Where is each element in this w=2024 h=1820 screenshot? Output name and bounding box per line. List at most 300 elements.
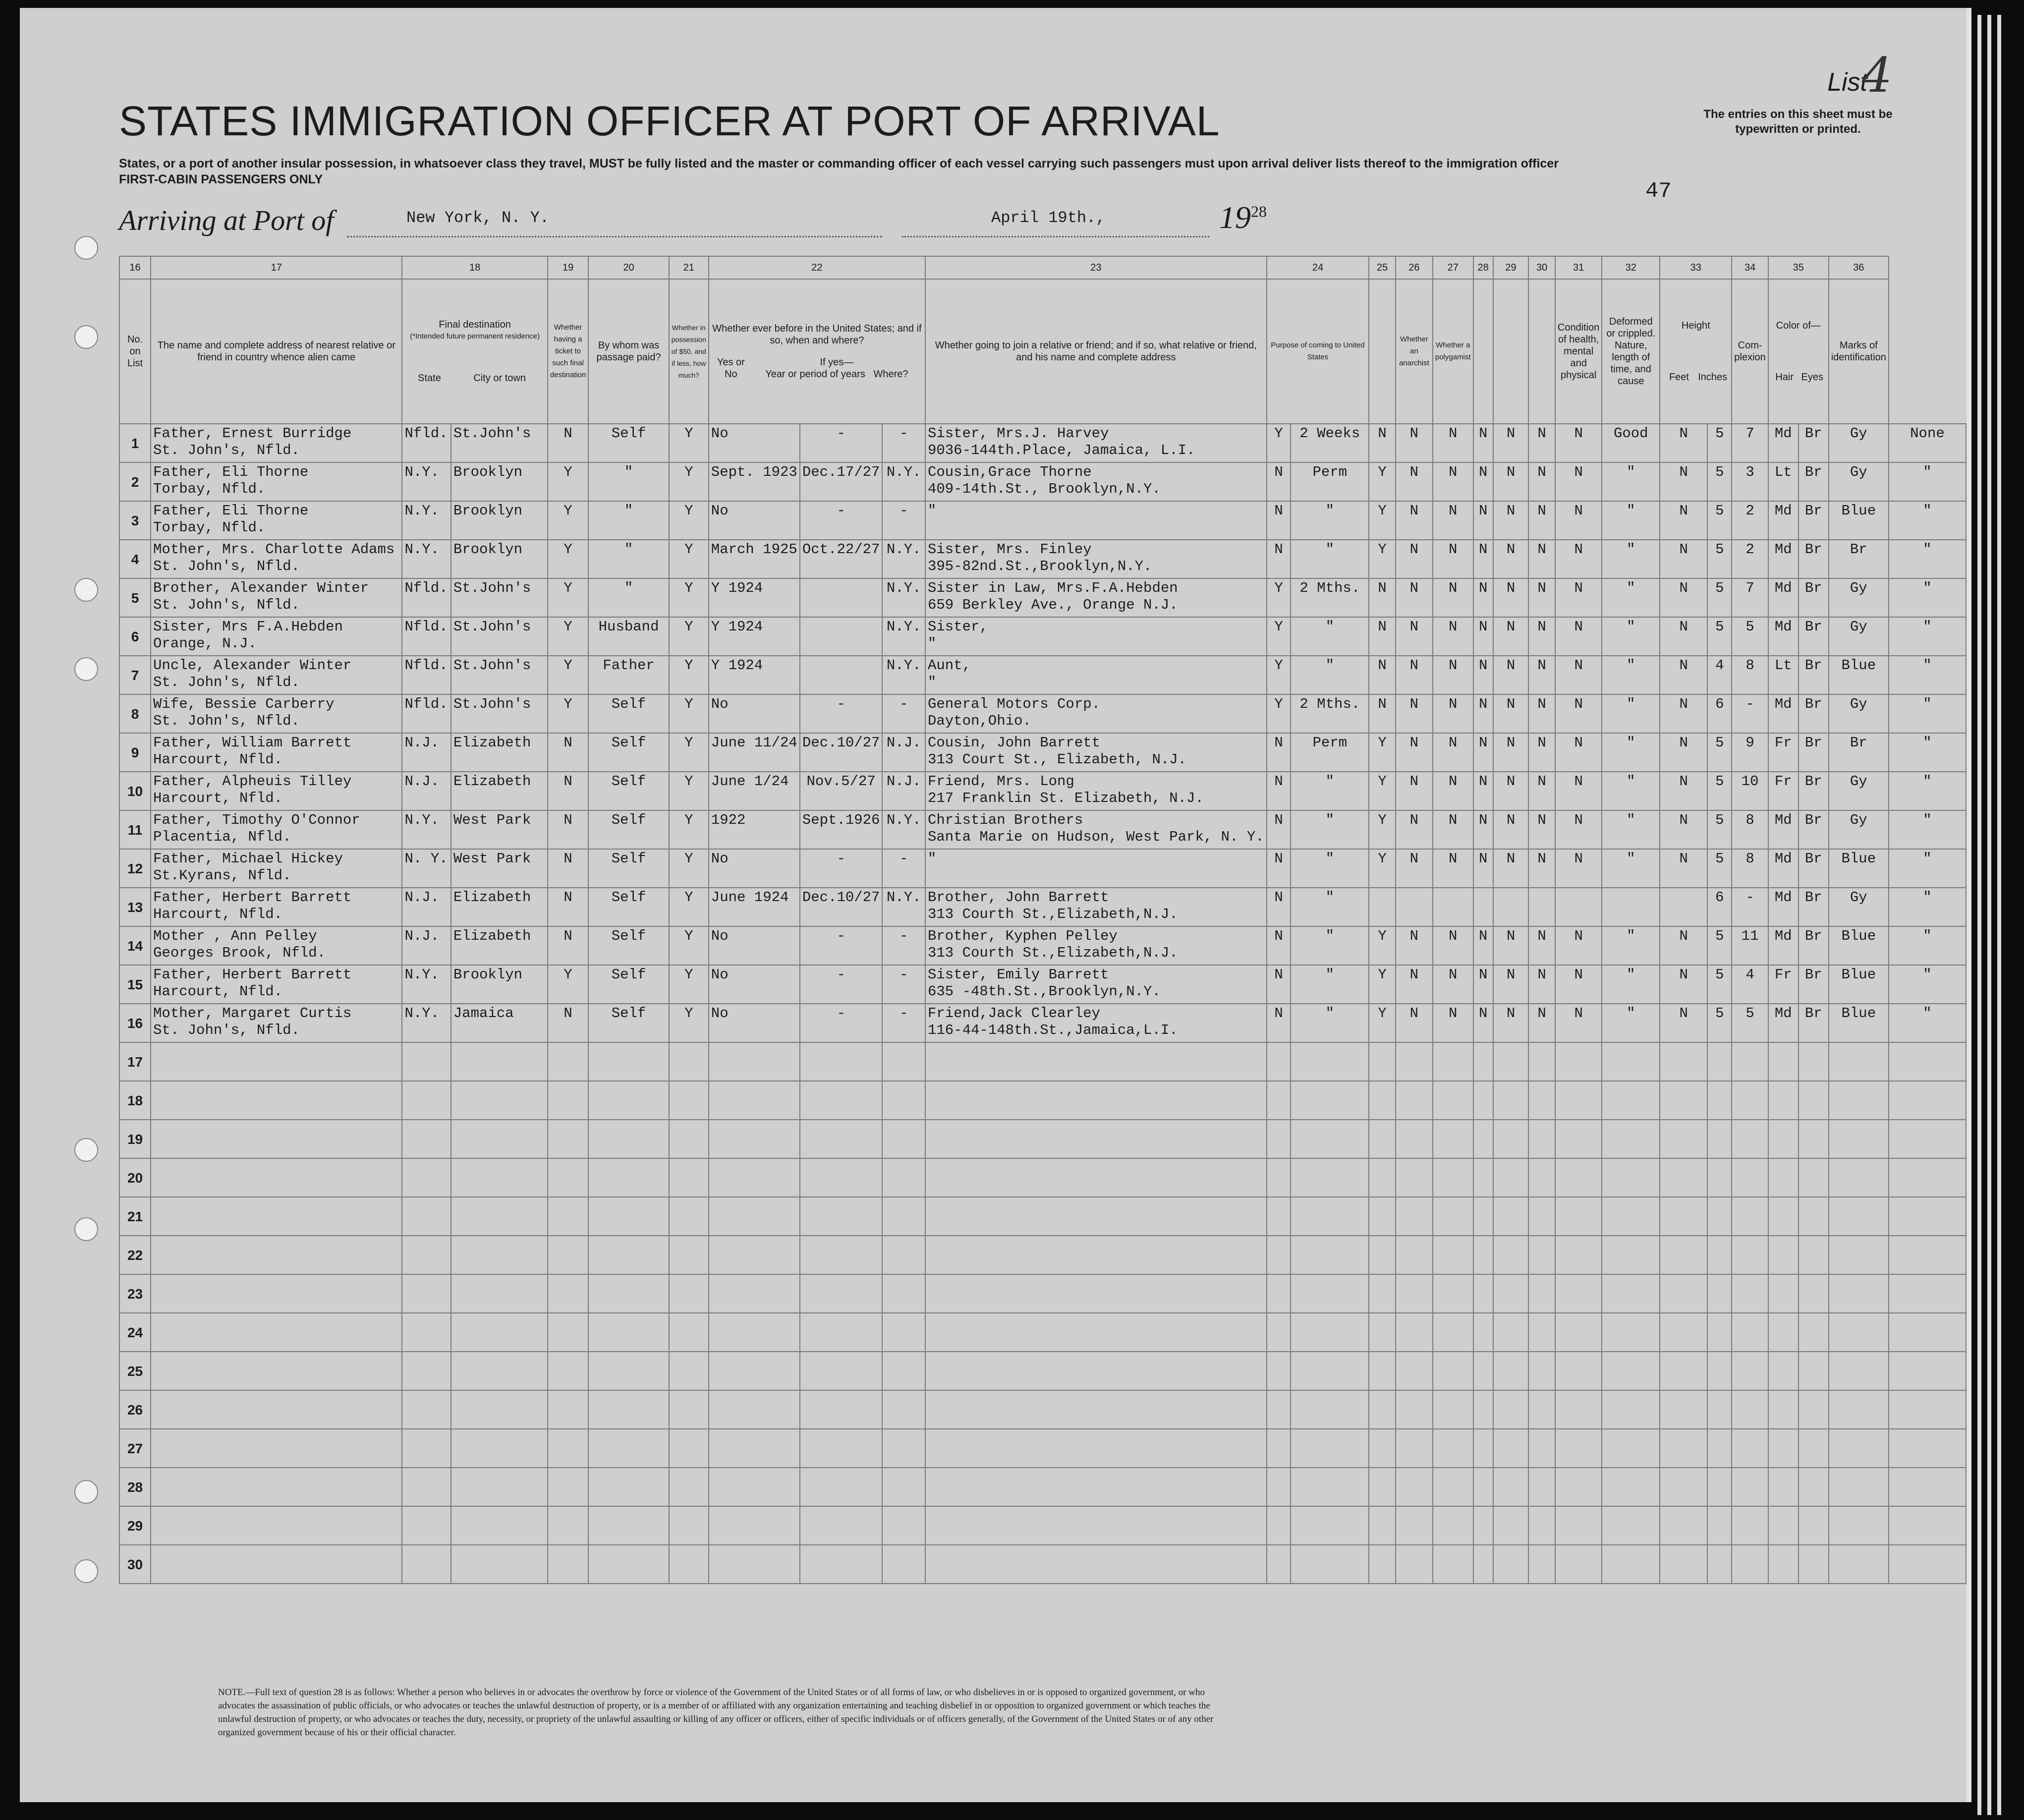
- cell-paid: Self: [611, 851, 646, 867]
- empty-cell: [1768, 1352, 1799, 1390]
- cell-cit: N: [1378, 696, 1387, 712]
- empty-row: [119, 1545, 1966, 1584]
- cell-relative: [151, 501, 402, 540]
- cell-hair: [1799, 772, 1829, 810]
- cell-compl: [1768, 810, 1799, 849]
- cell-c28: N: [1506, 541, 1516, 558]
- cell-health: [1602, 424, 1660, 462]
- col-num: 36: [1829, 256, 1889, 279]
- cell-state: [402, 694, 450, 733]
- cell-eyes: Gy: [1850, 425, 1867, 442]
- cell-c30: N: [1574, 503, 1583, 519]
- empty-cell: [1707, 1468, 1732, 1506]
- cell-state: N.Y.: [404, 541, 440, 558]
- empty-cell: [548, 1468, 589, 1506]
- cell-ticket: [548, 540, 589, 578]
- cell-join1: Christian Brothers: [927, 812, 1083, 828]
- cell-c25: N: [1409, 657, 1419, 674]
- cell-paid: ": [624, 503, 633, 519]
- cell-before: [709, 578, 800, 617]
- empty-cell: [669, 1158, 709, 1197]
- cell-join2: 9036-144th.Place, Jamaica, L.I.: [927, 442, 1195, 458]
- cell-no: 14: [127, 938, 143, 954]
- empty-cell: [925, 1081, 1267, 1120]
- cell-where: N.Y.: [886, 464, 921, 480]
- empty-cell: [1889, 1545, 1966, 1584]
- cell-c25: [1396, 733, 1433, 772]
- table-row: [119, 1004, 1966, 1042]
- empty-cell: [1799, 1120, 1829, 1158]
- cell-join1: [925, 888, 1267, 926]
- col-num: 28: [1473, 256, 1493, 279]
- cell-cit: N: [1378, 657, 1387, 674]
- empty-cell: [1660, 1545, 1707, 1584]
- cell-deformed: [1660, 617, 1707, 656]
- cell-no: [119, 540, 151, 578]
- cell-c26: [1433, 926, 1473, 965]
- cell-c27: N: [1478, 464, 1488, 480]
- empty-cell: [709, 1313, 800, 1352]
- cell-rel_addr: St.Kyrans, Nfld.: [153, 867, 291, 884]
- empty-cell: [451, 1274, 548, 1313]
- cell-inches: 2: [1745, 541, 1754, 558]
- empty-cell: [1660, 1313, 1707, 1352]
- cell-paid: [588, 540, 669, 578]
- empty-cell: [1555, 1429, 1602, 1468]
- empty-cell: [669, 1506, 709, 1545]
- empty-cell: [588, 1081, 669, 1120]
- cell-feet: 5: [1715, 735, 1724, 751]
- cell-feet: 5: [1715, 851, 1724, 867]
- empty-cell: [1768, 1158, 1799, 1197]
- empty-cell: [1732, 1120, 1768, 1158]
- empty-cell: [588, 1158, 669, 1197]
- empty-cell: [1732, 1506, 1768, 1545]
- cell-marks: ": [1923, 1005, 1932, 1022]
- cell-no: 8: [131, 706, 139, 722]
- empty-cell: [1473, 1274, 1493, 1313]
- cell-compl: [1768, 578, 1799, 617]
- empty-cell: [709, 1390, 800, 1429]
- cell-length: Perm: [1312, 464, 1348, 480]
- empty-cell: [151, 1158, 402, 1197]
- empty-row: [119, 1081, 1966, 1120]
- empty-cell: [548, 1274, 589, 1313]
- cell-c25: [1396, 1004, 1433, 1042]
- empty-cell: [1829, 1042, 1889, 1081]
- cell-relative: [151, 810, 402, 849]
- cell-compl: Md: [1774, 541, 1792, 558]
- cell-money: [669, 617, 709, 656]
- cell-inches: [1732, 424, 1768, 462]
- cell-no: [119, 462, 151, 501]
- empty-row: [119, 1313, 1966, 1352]
- empty-cell: [1267, 1352, 1291, 1390]
- empty-cell: [1267, 1429, 1291, 1468]
- cell-join1: [925, 810, 1267, 849]
- empty-cell: [1433, 1352, 1473, 1390]
- cell-money: [669, 888, 709, 926]
- cell-join1: [925, 733, 1267, 772]
- cell-c26: N: [1449, 503, 1458, 519]
- cell-city: [451, 578, 548, 617]
- cell-where: [882, 733, 925, 772]
- header-eyes: Eyes: [1801, 372, 1823, 383]
- header-feet: Feet: [1669, 372, 1689, 383]
- empty-cell: [451, 1081, 548, 1120]
- empty-cell: [800, 1042, 883, 1081]
- empty-cell: [882, 1545, 925, 1584]
- cell-c28: N: [1506, 464, 1516, 480]
- cell-c26: N: [1449, 464, 1458, 480]
- cell-health: Good: [1613, 425, 1648, 442]
- cell-eyes: Blue: [1841, 1005, 1876, 1022]
- empty-cell: [800, 1197, 883, 1236]
- cell-c25: N: [1409, 580, 1419, 596]
- page-title: STATES IMMIGRATION OFFICER AT PORT OF ARRIVAL: [119, 98, 1220, 144]
- page-edge: [1977, 15, 1981, 1815]
- cell-c25: [1396, 578, 1433, 617]
- empty-cell: [1396, 1390, 1433, 1429]
- empty-cell: [548, 1390, 589, 1429]
- empty-cell: [1555, 1390, 1602, 1429]
- cell-compl: Md: [1774, 851, 1792, 867]
- page-edge: [1997, 15, 2001, 1815]
- empty-cell: [1555, 1081, 1602, 1120]
- binder-hole: [74, 1480, 98, 1504]
- cell-year: [800, 733, 883, 772]
- empty-cell: [151, 1274, 402, 1313]
- cell-length: [1291, 540, 1369, 578]
- cell-c30: [1555, 617, 1602, 656]
- empty-cell: [1493, 1236, 1529, 1274]
- cell-join2: 635 -48th.St.,Brooklyn,N.Y.: [927, 983, 1161, 1000]
- table-row: [119, 888, 1966, 926]
- cell-hair: Br: [1804, 580, 1822, 596]
- empty-cell: [1889, 1120, 1966, 1158]
- cell-c25: [1396, 424, 1433, 462]
- cell-paid: [588, 656, 669, 694]
- cell-marks: [1889, 656, 1966, 694]
- cell-health: ": [1627, 696, 1635, 712]
- cell-money: [669, 772, 709, 810]
- empty-cell: [882, 1197, 925, 1236]
- cell-where: -: [900, 967, 908, 983]
- binder-hole: [74, 1559, 98, 1583]
- cell-join2: 313 Courth St.,Elizabeth,N.J.: [927, 906, 1178, 922]
- cell-cit: [1369, 888, 1396, 926]
- cell-c29: [1528, 462, 1555, 501]
- cell-eyes: Gy: [1850, 619, 1867, 635]
- cell-length: [1291, 617, 1369, 656]
- cell-no: [119, 501, 151, 540]
- cell-ret: N: [1274, 967, 1283, 983]
- cell-cit: [1369, 462, 1396, 501]
- empty-row: [119, 1236, 1966, 1274]
- cell-c26: N: [1449, 812, 1458, 828]
- cell-eyes: Br: [1850, 735, 1867, 751]
- cell-relative: [151, 1004, 402, 1042]
- cell-ret: [1267, 424, 1291, 462]
- column-number-row: [119, 256, 1966, 279]
- header-before-us-label: Whether ever before in the United States; and if so, when and where?: [712, 323, 922, 346]
- cell-join2: ": [927, 503, 937, 519]
- cell-deformed: N: [1679, 812, 1688, 828]
- empty-cell: [1732, 1274, 1768, 1313]
- header-height-label: Height: [1681, 320, 1710, 331]
- cell-inches: -: [1745, 889, 1754, 906]
- empty-cell: [1528, 1042, 1555, 1081]
- empty-cell: [1602, 1352, 1660, 1390]
- cell-city: St.John's: [453, 696, 531, 712]
- cell-where: [882, 656, 925, 694]
- empty-cell: [1660, 1352, 1707, 1390]
- empty-cell: [709, 1120, 800, 1158]
- cell-health: ": [1627, 619, 1635, 635]
- cell-c30: [1555, 926, 1602, 965]
- cell-before: 1922: [711, 812, 746, 828]
- empty-cell: [1707, 1081, 1732, 1120]
- empty-cell: [1528, 1197, 1555, 1236]
- cell-hair: Br: [1804, 464, 1822, 480]
- cell-ticket: Y: [563, 619, 572, 635]
- cell-marks: ": [1923, 541, 1932, 558]
- cell-feet: [1707, 965, 1732, 1004]
- port-line: [347, 235, 882, 237]
- cell-c25: N: [1409, 851, 1419, 867]
- empty-cell: [669, 1236, 709, 1274]
- cell-c26: N: [1449, 1005, 1458, 1022]
- cell-ticket: [548, 656, 589, 694]
- cell-c29: N: [1537, 619, 1546, 635]
- empty-cell: [1528, 1274, 1555, 1313]
- empty-cell: [1396, 1352, 1433, 1390]
- cell-ticket: Y: [563, 657, 572, 674]
- table-row: [119, 424, 1966, 462]
- cell-join2: ": [927, 674, 937, 690]
- cell-hair: [1799, 926, 1829, 965]
- table-row: [119, 733, 1966, 772]
- empty-cell: [402, 1120, 450, 1158]
- cell-relative: Uncle, Alexander Winter: [153, 657, 352, 674]
- empty-cell: [1267, 1197, 1291, 1236]
- empty-cell: [1799, 1352, 1829, 1390]
- cell-state: N.Y.: [404, 1005, 440, 1022]
- cell-deformed: [1660, 462, 1707, 501]
- cell-ret: Y: [1274, 657, 1283, 674]
- header-color-label: Color of—: [1776, 320, 1821, 331]
- cell-health: [1602, 462, 1660, 501]
- empty-cell: [1555, 1236, 1602, 1274]
- cell-inches: [1732, 733, 1768, 772]
- cell-hair: Br: [1804, 503, 1822, 519]
- empty-cell: [402, 1429, 450, 1468]
- cell-c25: N: [1409, 967, 1419, 983]
- empty-cell: [151, 1081, 402, 1120]
- empty-cell: [1528, 1545, 1555, 1584]
- cell-no: [119, 1004, 151, 1042]
- empty-cell: [1829, 1506, 1889, 1545]
- cell-c27: N: [1478, 851, 1488, 867]
- cell-where: -: [900, 503, 908, 519]
- cell-eyes: Gy: [1850, 889, 1867, 906]
- cell-join1: [925, 849, 1267, 888]
- cell-relative: [151, 424, 402, 462]
- cell-join1: Cousin,Grace Thorne: [927, 464, 1092, 480]
- empty-cell: [1799, 1390, 1829, 1429]
- cell-inches: [1732, 772, 1768, 810]
- empty-cell: [1493, 1042, 1529, 1081]
- cell-join1: Sister,: [927, 619, 988, 635]
- cell-c28: [1493, 926, 1529, 965]
- cell-feet: 5: [1715, 928, 1724, 944]
- empty-cell: [588, 1042, 669, 1081]
- cell-city: Elizabeth: [453, 889, 531, 906]
- col-num: 23: [925, 256, 1267, 279]
- empty-cell: [1768, 1236, 1799, 1274]
- cell-money: [669, 810, 709, 849]
- cell-c27: [1473, 965, 1493, 1004]
- empty-cell: [709, 1236, 800, 1274]
- empty-cell: [1768, 1468, 1799, 1506]
- cell-compl: Md: [1774, 580, 1792, 596]
- cell-ret: N: [1274, 889, 1283, 906]
- cell-paid: Self: [611, 812, 646, 828]
- empty-cell: [1493, 1081, 1529, 1120]
- cell-inches: 10: [1741, 773, 1759, 790]
- cell-c29: [1528, 810, 1555, 849]
- cell-c28: [1493, 656, 1529, 694]
- cell-deformed: N: [1679, 1005, 1688, 1022]
- cell-c27: [1473, 540, 1493, 578]
- empty-cell: [1707, 1158, 1732, 1197]
- cell-c27: N: [1478, 773, 1488, 790]
- cell-marks: ": [1923, 619, 1932, 635]
- cell-c28: [1493, 849, 1529, 888]
- cell-marks: ": [1923, 967, 1932, 983]
- cell-no: [119, 617, 151, 656]
- cell-inches: 7: [1745, 425, 1754, 442]
- cell-c27: [1473, 733, 1493, 772]
- cell-city: [451, 888, 548, 926]
- empty-cell: [1267, 1274, 1291, 1313]
- cell-join1: Brother, John Barrett: [927, 889, 1109, 906]
- empty-cell: [669, 1390, 709, 1429]
- empty-cell: [1829, 1274, 1889, 1313]
- cell-c27: [1473, 617, 1493, 656]
- empty-cell: [1732, 1236, 1768, 1274]
- cell-marks: [1889, 926, 1966, 965]
- cell-c27: N: [1478, 696, 1488, 712]
- cell-city: Brooklyn: [453, 503, 523, 519]
- cell-where: [882, 617, 925, 656]
- cell-feet: [1707, 849, 1732, 888]
- empty-cell: [1493, 1468, 1529, 1506]
- cell-c25: [1396, 694, 1433, 733]
- cell-c26: [1433, 501, 1473, 540]
- cell-city: St.John's: [453, 425, 531, 442]
- cell-paid: Father: [603, 657, 655, 674]
- cell-ret: [1267, 501, 1291, 540]
- empty-cell: [1267, 1081, 1291, 1120]
- cell-compl: [1768, 772, 1799, 810]
- cell-length: [1291, 733, 1369, 772]
- empty-cell: [709, 1506, 800, 1545]
- cell-c29: [1528, 617, 1555, 656]
- cell-join1: [925, 656, 1267, 694]
- cell-state: N.J.: [404, 928, 440, 944]
- cell-c30: [1555, 849, 1602, 888]
- cell-state: N.J.: [404, 773, 440, 790]
- cell-deformed: [1660, 1004, 1707, 1042]
- empty-cell: [1707, 1545, 1732, 1584]
- cell-marks: ": [1923, 464, 1932, 480]
- cell-money: Y: [684, 657, 693, 674]
- cell-c26: [1433, 656, 1473, 694]
- cell-health: [1602, 1004, 1660, 1042]
- cell-c29: [1528, 578, 1555, 617]
- empty-cell: [1889, 1429, 1966, 1468]
- empty-cell: [800, 1236, 883, 1274]
- cell-paid: Self: [611, 696, 646, 712]
- cell-length: ": [1325, 851, 1335, 867]
- row-number: 26: [119, 1390, 151, 1429]
- empty-cell: [1768, 1197, 1799, 1236]
- cell-c29: [1528, 501, 1555, 540]
- empty-cell: [709, 1429, 800, 1468]
- empty-cell: [1473, 1390, 1493, 1429]
- cell-compl: Fr: [1774, 773, 1792, 790]
- empty-cell: [151, 1313, 402, 1352]
- cell-c28: [1493, 772, 1529, 810]
- cell-ret: [1267, 694, 1291, 733]
- empty-cell: [1768, 1274, 1799, 1313]
- empty-cell: [1555, 1545, 1602, 1584]
- cell-health: ": [1627, 464, 1635, 480]
- cell-where: N.Y.: [886, 812, 921, 828]
- cell-c28: [1493, 501, 1529, 540]
- cell-c30: [1555, 694, 1602, 733]
- empty-cell: [800, 1352, 883, 1390]
- col-num: 22: [709, 256, 925, 279]
- cell-c27: [1473, 656, 1493, 694]
- cell-c29: N: [1537, 928, 1546, 944]
- cell-ret: N: [1274, 812, 1283, 828]
- cell-c27: N: [1478, 425, 1488, 442]
- cell-feet: [1707, 810, 1732, 849]
- cell-no: [119, 849, 151, 888]
- empty-cell: [1528, 1236, 1555, 1274]
- cell-length: ": [1325, 503, 1335, 519]
- cell-no: 3: [131, 513, 139, 528]
- cell-deformed: N: [1679, 464, 1688, 480]
- empty-cell: [882, 1236, 925, 1274]
- arrival-label: Arriving at Port of: [119, 204, 334, 236]
- cell-c25: N: [1409, 1005, 1419, 1022]
- cell-eyes: Gy: [1850, 696, 1867, 712]
- empty-cell: [1732, 1352, 1768, 1390]
- cell-marks: ": [1923, 889, 1932, 906]
- empty-cell: [451, 1313, 548, 1352]
- cell-year: -: [837, 928, 845, 944]
- cell-ret: Y: [1274, 619, 1283, 635]
- cell-where: [882, 462, 925, 501]
- cell-inches: 8: [1745, 657, 1754, 674]
- cell-paid: ": [624, 580, 633, 596]
- cell-hair: Br: [1804, 967, 1822, 983]
- cell-where: [882, 1004, 925, 1042]
- empty-cell: [588, 1352, 669, 1390]
